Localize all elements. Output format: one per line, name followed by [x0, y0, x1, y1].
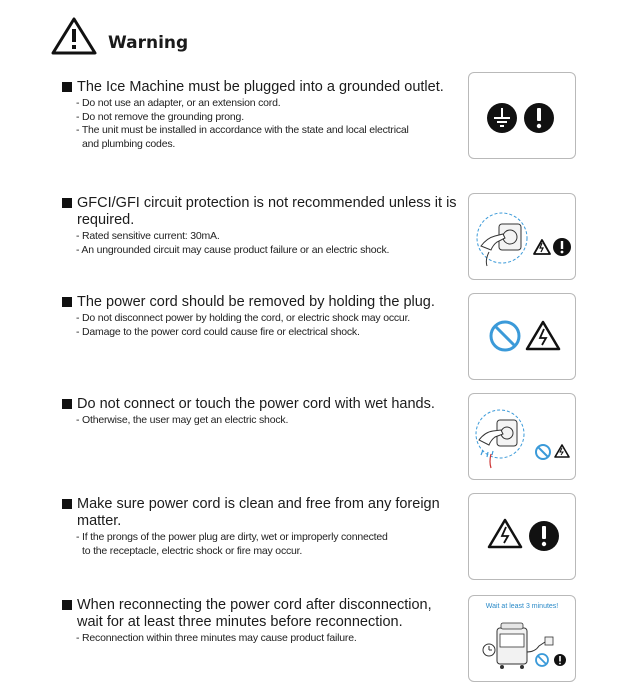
electric-hazard-icon: [534, 240, 550, 254]
warning-text: Do not connect or touch the power cord with wet hands.: [77, 396, 435, 412]
warning-text: The Ice Machine must be plugged into a grounded outlet.: [77, 79, 444, 95]
warning-item: [62, 79, 462, 151]
icon-box: [468, 595, 576, 682]
icon-box: [468, 193, 576, 280]
wait-note: Wait at least 3 minutes!: [485, 603, 559, 610]
warning-triangle-icon: [50, 16, 98, 56]
ground-symbol-icon: [487, 103, 517, 133]
warning-item: [62, 396, 462, 428]
icon-box: [468, 393, 576, 480]
warning-detail: - Reconnection within three minutes may cause product failure.: [76, 632, 357, 644]
electric-hazard-icon: [555, 445, 569, 457]
warning-detail: and plumbing codes.: [82, 137, 176, 150]
prohibited-icon: [536, 445, 550, 459]
bullet-square: [62, 297, 72, 307]
prohibited-icon: [491, 322, 519, 350]
warning-text: Make sure power cord is clean and free from any foreign: [77, 496, 440, 512]
warning-item: [62, 597, 462, 646]
exclamation-icon: [554, 654, 566, 666]
exclamation-icon: [529, 521, 559, 551]
warning-item: [62, 496, 462, 558]
warning-detail: - If the prongs of the power plug are dirty, wet or improperly connected: [76, 531, 388, 543]
warning-header: [50, 14, 188, 58]
bullet-square: [62, 198, 72, 208]
warning-text: wait for at least three minutes before reconnection.: [77, 614, 403, 630]
warning-detail: to the receptacle, electric shock or fire may occur.: [82, 544, 303, 557]
wet-hand-plug-illustration-icon: [476, 410, 524, 468]
electric-hazard-icon: [489, 520, 521, 547]
bullet-square: [62, 499, 72, 509]
warning-item: [62, 294, 462, 339]
warning-detail: - Rated sensitive current: 30mA.: [76, 230, 220, 242]
warning-detail: - Do not use an adapter, or an extension cord.: [76, 97, 281, 109]
warning-detail: - Do not remove the grounding prong.: [76, 110, 244, 123]
warning-text: GFCI/GFI circuit protection is not recommended unless it is: [77, 195, 457, 211]
bullet-square: [62, 82, 72, 92]
warning-text: required.: [77, 212, 135, 228]
warning-text: The power cord should be removed by holding the plug.: [77, 294, 435, 310]
warning-item: [62, 195, 462, 257]
warning-detail: - The unit must be installed in accordance with the state and local electrical: [76, 124, 409, 136]
icon-box: [468, 72, 576, 159]
bullet-square: [62, 600, 72, 610]
warning-detail: - Damage to the power cord could cause fire or electrical shock.: [76, 325, 360, 338]
warning-text: When reconnecting the power cord after disconnection,: [77, 597, 432, 613]
exclamation-icon: [553, 238, 571, 256]
ice-machine-illustration-icon: [483, 623, 553, 669]
electric-hazard-icon: [527, 322, 559, 349]
icon-box: [468, 493, 576, 580]
page-title: Warning: [108, 33, 189, 53]
exclamation-icon: [524, 103, 554, 133]
warning-detail: - An ungrounded circuit may cause product failure or an electric shock.: [76, 243, 390, 256]
bullet-square: [62, 399, 72, 409]
warning-text: matter.: [77, 513, 122, 529]
prohibited-icon: [536, 654, 548, 666]
icon-box: [468, 293, 576, 380]
plug-in-outlet-illustration-icon: [477, 213, 527, 266]
warning-detail: - Otherwise, the user may get an electric shock.: [76, 414, 289, 426]
warning-detail: - Do not disconnect power by holding the cord, or electric shock may occur.: [76, 312, 411, 324]
